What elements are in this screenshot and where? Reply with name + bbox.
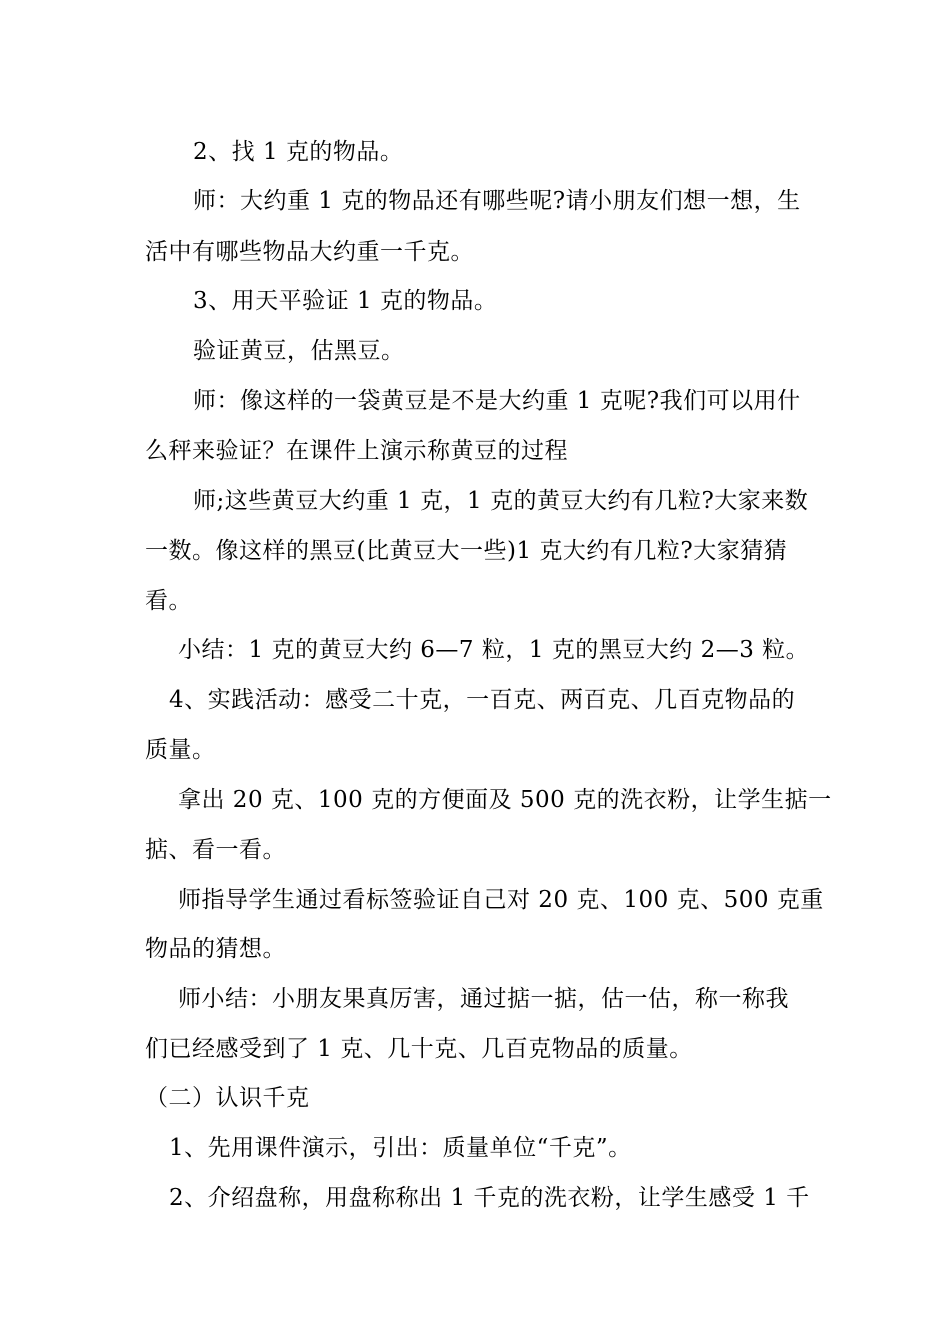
text-line: 看。 [145, 588, 192, 614]
text-line: 物品的猜想。 [145, 936, 286, 962]
text-line: 师指导学生通过看标签验证自己对 20 克、100 克、500 克重 [178, 887, 824, 913]
text-line: 师：大约重 1 克的物品还有哪些呢?请小朋友们想一想，生 [193, 188, 801, 214]
text-line: 们已经感受到了 1 克、几十克、几百克物品的质量。 [145, 1036, 693, 1062]
text-line: 拿出 20 克、100 克的方便面及 500 克的洗衣粉，让学生掂一 [178, 787, 832, 813]
text-line: 2、找 1 克的物品。 [193, 139, 404, 165]
section-heading: （二）认识千克 [145, 1085, 310, 1111]
text-line: 师小结：小朋友果真厉害，通过掂一掂，估一估，称一称我 [178, 986, 789, 1012]
text-line: 小结：1 克的黄豆大约 6—7 粒，1 克的黑豆大约 2—3 粒。 [178, 637, 810, 663]
text-line: 师：像这样的一袋黄豆是不是大约重 1 克呢?我们可以用什 [193, 388, 801, 414]
text-line: 质量。 [145, 737, 216, 763]
text-line: 一数。像这样的黑豆(比黄豆大一些)1 克大约有几粒?大家猜猜 [145, 538, 788, 564]
text-line: 掂、看一看。 [145, 837, 286, 863]
text-line: 师;这些黄豆大约重 1 克，1 克的黄豆大约有几粒?大家来数 [193, 488, 809, 514]
text-line: 么秤来验证？在课件上演示称黄豆的过程 [145, 438, 568, 464]
text-line: 1、先用课件演示，引出：质量单位“千克”。 [169, 1135, 632, 1161]
text-line: 3、用天平验证 1 克的物品。 [193, 288, 498, 314]
text-line: 2、介绍盘称，用盘称称出 1 千克的洗衣粉，让学生感受 1 千 [169, 1185, 810, 1211]
text-line: 4、实践活动：感受二十克，一百克、两百克、几百克物品的 [169, 687, 796, 713]
text-line: 活中有哪些物品大约重一千克。 [145, 239, 474, 265]
text-line: 验证黄豆，估黑豆。 [193, 338, 405, 364]
